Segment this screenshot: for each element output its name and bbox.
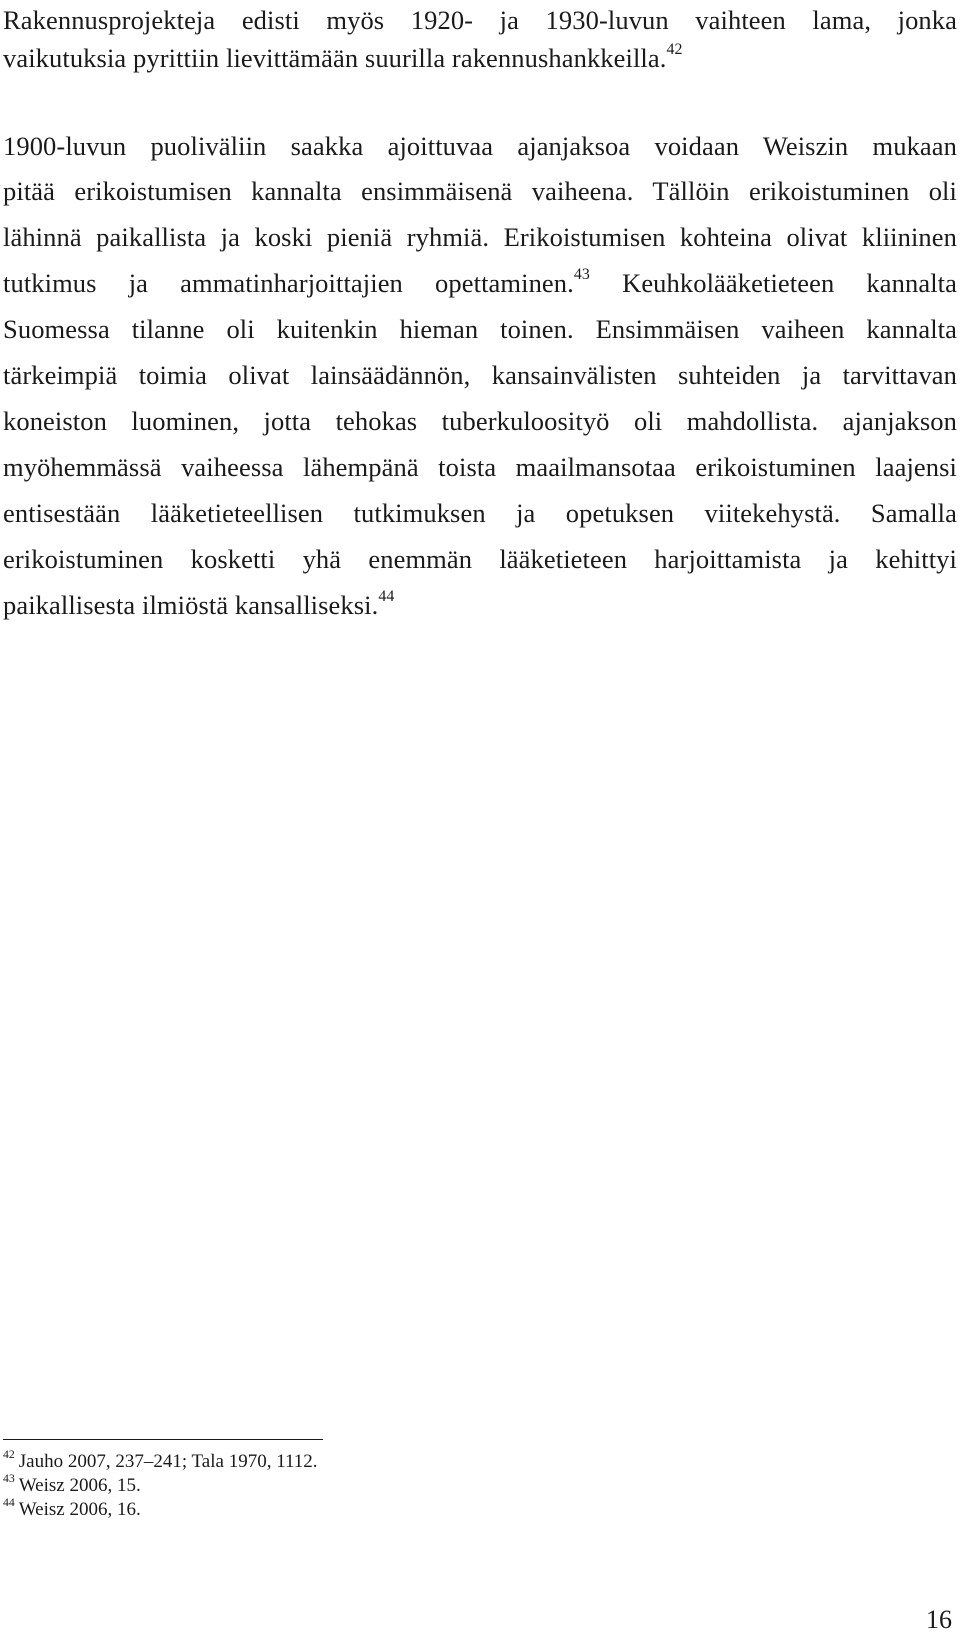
footnote-number: 43 [3, 1471, 15, 1485]
paragraph-1-line-2-text: vaikutuksia pyrittiin lievittämään suurilla rakennushankkeilla. [3, 43, 667, 73]
paragraph-2-line-8: myöhemmässä vaiheessa lähempänä toista maailmansotaa erikoistuminen laajensi [3, 452, 957, 482]
footnote-text: Jauho 2007, 237–241; Tala 1970, 1112. [18, 1451, 318, 1472]
paragraph-2-line-4 [3, 260, 957, 306]
paragraph-2-line-10: erikoistuminen kosketti yhä enemmän lääketieteen harjoittamista ja kehittyi [3, 544, 957, 574]
paragraph-2-line-3: lähinnä paikallista ja koski pieniä ryhmiä. Erikoistumisen kohteina olivat kliininen [3, 222, 957, 252]
paragraph-2-line-4-text-b: Keuhkolääketieteen kannalta [589, 268, 957, 298]
paragraph-2-line-11-text: paikallisesta ilmiöstä kansalliseksi. [3, 590, 379, 620]
paragraph-2-line-6: tärkeimpiä toimia olivat lainsäädännön, kansainvälisten suhteiden ja tarvittavan [3, 360, 957, 390]
footnote-ref-42: 42 [666, 41, 683, 58]
paragraph-2-line-11 [3, 582, 957, 628]
footnote-number: 42 [3, 1447, 15, 1461]
paragraph-2-line-4-text-a: tutkimus ja ammatinharjoittajien opettaminen. [3, 268, 574, 298]
footnote-ref-44: 44 [378, 588, 395, 605]
paragraph-2-line-7: koneiston luominen, jotta tehokas tuberkuloosityö oli mahdollista. ajanjakson [3, 406, 957, 436]
footnote-43 [3, 1471, 141, 1498]
paragraph-1-line-1: Rakennusprojekteja edisti myös 1920- ja 1930-luvun vaihteen lama, jonka [3, 5, 957, 35]
paragraph-2-line-5: Suomessa tilanne oli kuitenkin hieman toinen. Ensimmäisen vaiheen kannalta [3, 314, 957, 344]
footnote-text: Weisz 2006, 15. [18, 1475, 141, 1496]
page-number: 16 [926, 1605, 952, 1634]
paragraph-2-line-9: entisestään lääketieteellisen tutkimuksen ja opetuksen viitekehystä. Samalla [3, 498, 957, 528]
paragraph-2-line-1: 1900-luvun puoliväliin saakka ajoittuvaa ajanjaksoa voidaan Weiszin mukaan [3, 131, 957, 161]
footnote-text: Weisz 2006, 16. [18, 1499, 141, 1520]
paragraph-1-line-2 [3, 35, 957, 81]
paragraph-2-line-2: pitää erikoistumisen kannalta ensimmäisenä vaiheena. Tällöin erikoistuminen oli [3, 176, 957, 206]
footnote-42 [3, 1447, 318, 1474]
footnote-separator [3, 1439, 323, 1440]
footnote-44 [3, 1495, 141, 1522]
footnote-ref-43: 43 [573, 266, 590, 283]
footnote-number: 44 [3, 1495, 15, 1509]
